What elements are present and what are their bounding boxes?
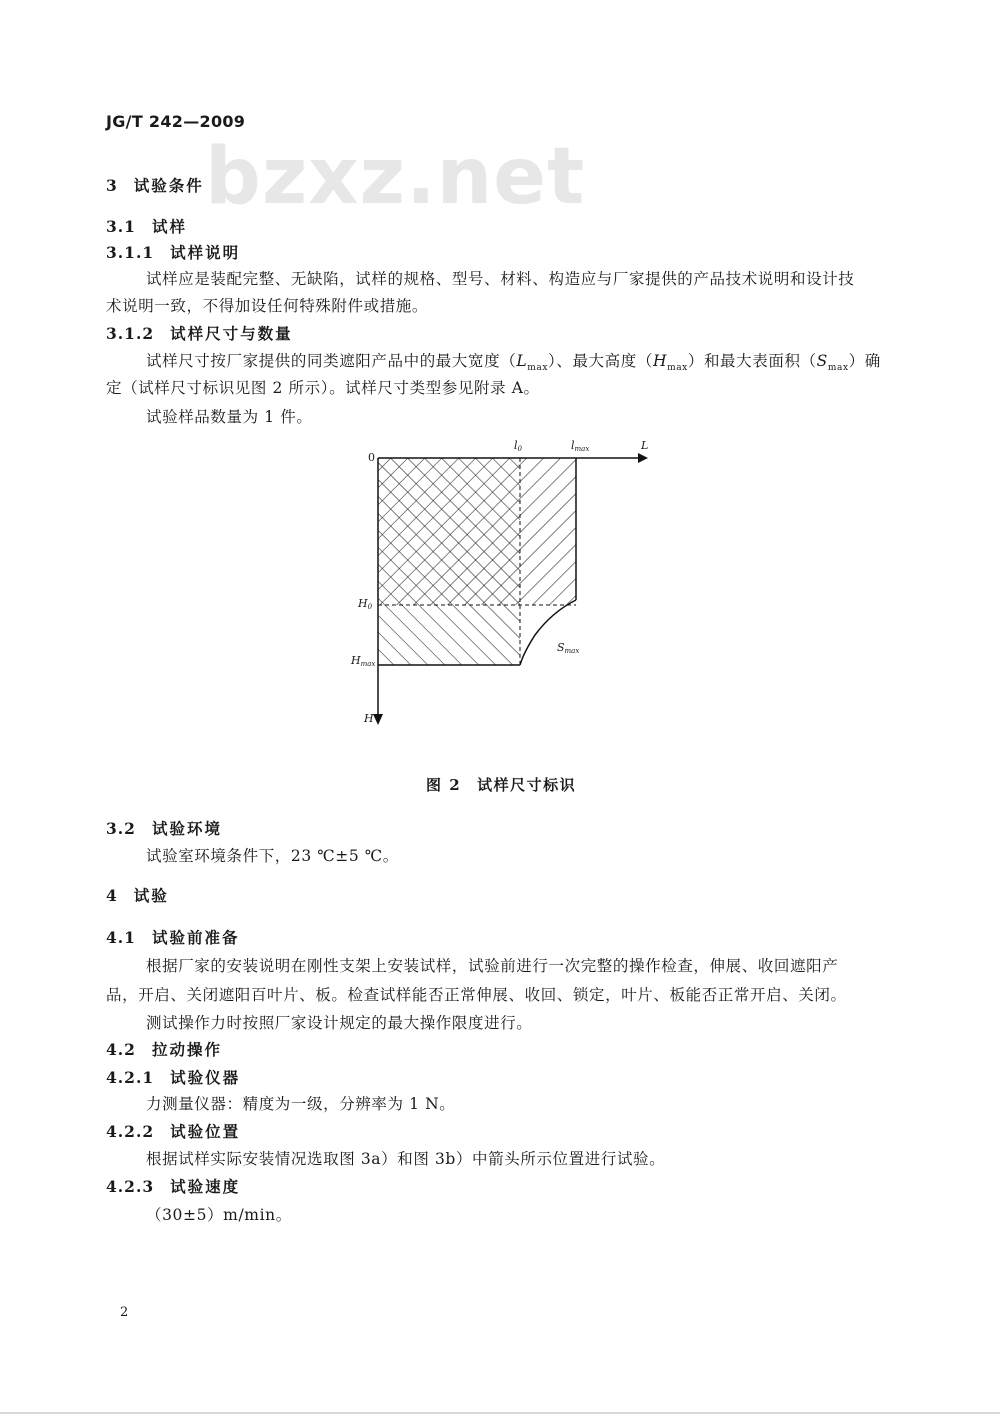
l-axis-arrow <box>638 453 648 463</box>
section-title: 试验条件 <box>133 176 204 195</box>
h-axis-label: H <box>364 712 374 725</box>
section-number: 3 <box>106 176 118 195</box>
smax-curve <box>520 600 576 665</box>
section-number: 3.1.1 <box>106 243 155 262</box>
section-number: 3.2 <box>106 819 136 838</box>
area-lmax-extension <box>520 458 576 605</box>
page-bottom-edge <box>0 1412 1000 1414</box>
section-title: 拉动操作 <box>151 1040 222 1059</box>
section-title: 试样 <box>151 217 187 236</box>
paragraph-4-1-line-1: 根据厂家的安装说明在刚性支架上安装试样，试验前进行一次完整的操作检查，伸展、收回遮阳产 <box>146 957 839 975</box>
text-run: ）和最大表面积（ <box>687 352 817 370</box>
section-number: 4.2.2 <box>106 1122 155 1141</box>
section-number: 4 <box>106 886 118 905</box>
paragraph-3-1-2-line-1 <box>146 349 881 373</box>
section-title: 试验 <box>133 886 169 905</box>
hmax-label: Hmax <box>351 654 376 668</box>
section-number: 3.1.2 <box>106 324 155 343</box>
paragraph-3-1-2-quantity: 试验样品数量为 1 件。 <box>146 408 313 426</box>
section-title: 试验位置 <box>170 1122 241 1141</box>
symbol-H: H <box>652 352 668 370</box>
symbol-L: L <box>516 352 528 370</box>
section-title: 试验环境 <box>151 819 222 838</box>
symbol-S: S <box>816 352 828 370</box>
section-title: 试样说明 <box>170 243 241 262</box>
l0-label: l0 <box>514 439 522 453</box>
origin-label: 0 <box>368 451 375 464</box>
watermark: bzxz.net <box>205 132 586 222</box>
standard-code: JG/T 242—2009 <box>106 112 246 131</box>
section-title: 试样尺寸与数量 <box>170 324 293 343</box>
h-axis-arrow <box>373 714 383 725</box>
l-axis-label: L <box>641 439 649 452</box>
section-4-2-2-heading <box>106 1120 240 1142</box>
paragraph-4-2-2: 根据试样实际安装情况选取图 3a）和图 3b）中箭头所示位置进行试验。 <box>146 1150 666 1168</box>
section-3-heading <box>106 174 204 196</box>
lmax-label: lmax <box>571 439 590 453</box>
paragraph-4-2-3: （30±5）m/min。 <box>146 1206 292 1224</box>
figure-2-diagram <box>340 430 670 740</box>
subscript-max: max <box>527 363 548 374</box>
section-4-1-heading <box>106 926 239 948</box>
smax-label: Smax <box>557 641 580 655</box>
section-title: 试验前准备 <box>151 928 240 947</box>
section-4-2-3-heading <box>106 1175 240 1197</box>
section-number: 3.1 <box>106 217 136 236</box>
section-4-heading <box>106 884 169 906</box>
area-l0-h0-hatch-b <box>378 458 520 605</box>
area-hmax-extension <box>378 605 520 665</box>
section-3-2-heading <box>106 817 222 839</box>
paragraph-4-1-line-3: 测试操作力时按照厂家设计规定的最大操作限度进行。 <box>146 1014 533 1032</box>
paragraph-4-2-1: 力测量仪器：精度为一级，分辨率为 1 N。 <box>146 1095 456 1113</box>
section-4-2-heading <box>106 1038 222 1060</box>
page-number: 2 <box>120 1305 129 1320</box>
section-number: 4.2.3 <box>106 1177 155 1196</box>
section-number: 4.1 <box>106 928 136 947</box>
text-run: ）、最大高度（ <box>548 352 653 370</box>
section-3-1-1-heading <box>106 241 240 263</box>
figure-number: 图 2 <box>426 776 462 794</box>
paragraph-3-1-1-line-2: 术说明一致，不得加设任何特殊附件或措施。 <box>106 297 429 315</box>
subscript-max: max <box>827 363 849 374</box>
section-number: 4.2.1 <box>106 1068 155 1087</box>
figure-2-caption <box>426 774 576 795</box>
paragraph-3-1-2-line-2: 定（试样尺寸标识见图 2 所示）。试样尺寸类型参见附录 A。 <box>106 379 540 397</box>
paragraph-3-2: 试验室环境条件下，23 ℃±5 ℃。 <box>146 847 399 865</box>
section-number: 4.2 <box>106 1040 136 1059</box>
text-run: ）确 <box>848 352 881 370</box>
section-3-1-heading <box>106 215 187 237</box>
h0-label: H0 <box>358 597 373 611</box>
section-title: 试验仪器 <box>170 1068 241 1087</box>
paragraph-3-1-1-line-1: 试样应是装配完整、无缺陷，试样的规格、型号、材料、构造应与厂家提供的产品技术说明和设计技 <box>146 270 855 288</box>
subscript-max: max <box>667 363 688 374</box>
text-run: 试样尺寸按厂家提供的同类遮阳产品中的最大宽度（ <box>146 352 517 370</box>
section-3-1-2-heading <box>106 322 293 344</box>
figure-title: 试样尺寸标识 <box>477 776 577 794</box>
paragraph-4-1-line-2: 品，开启、关闭遮阳百叶片、板。检查试样能否正常伸展、收回、锁定，叶片、板能否正常开启、关闭。 <box>106 986 847 1004</box>
section-4-2-1-heading <box>106 1066 240 1088</box>
section-title: 试验速度 <box>170 1177 241 1196</box>
